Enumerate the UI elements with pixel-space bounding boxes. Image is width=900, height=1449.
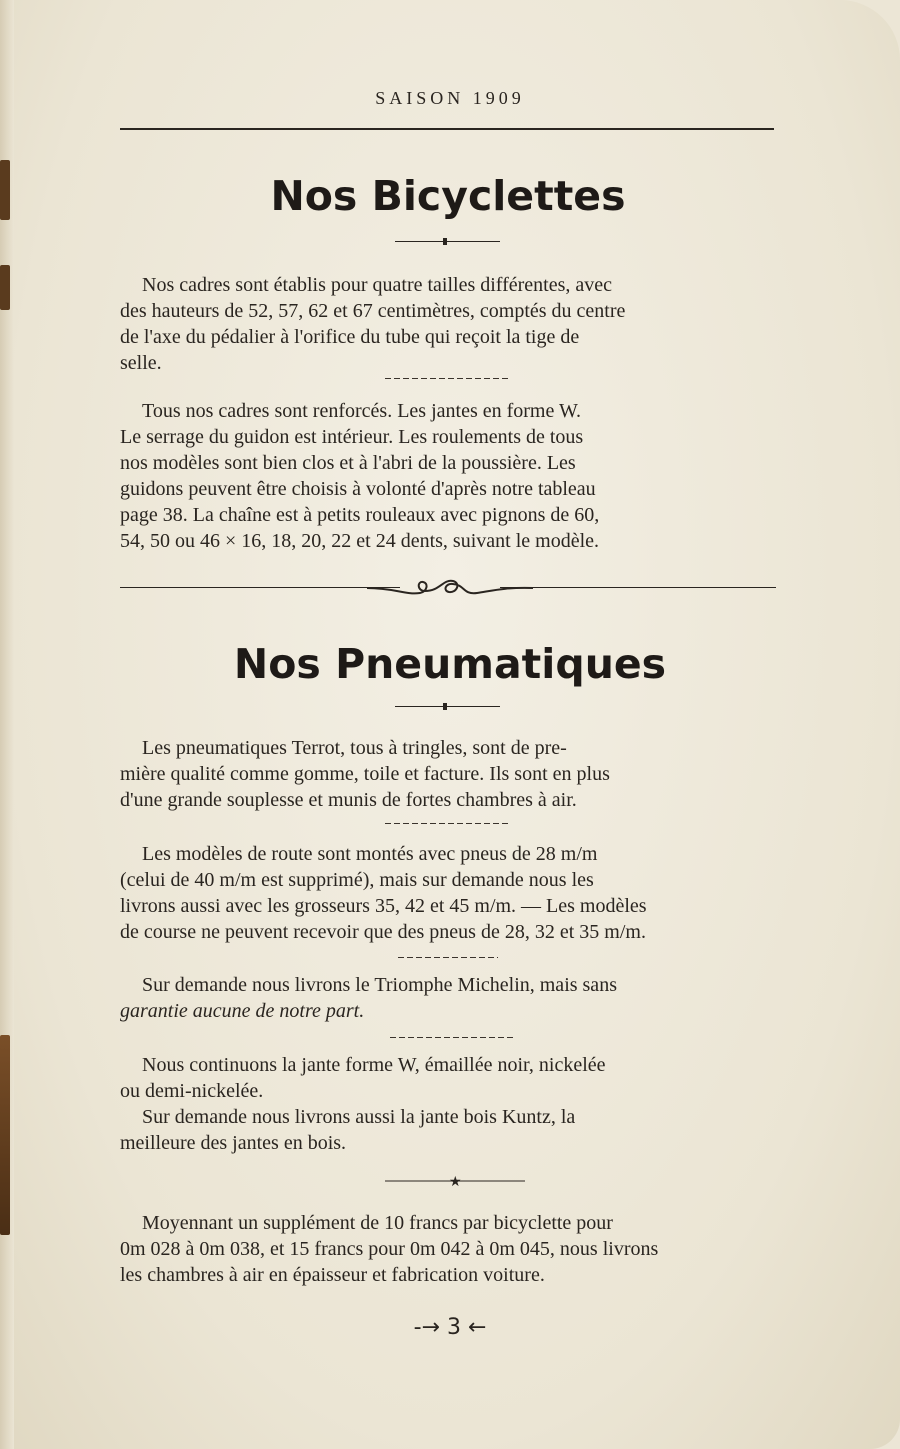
separator-dashes	[385, 378, 510, 379]
paragraph-jante-bois	[120, 1104, 776, 1156]
text-line: selle.	[120, 352, 162, 374]
separator-dashes	[390, 1037, 515, 1038]
text-line: Nous continuons la jante forme W, émaillée noir, nickelée	[142, 1054, 606, 1076]
paragraph-cadres	[120, 272, 776, 376]
text-line: Tous nos cadres sont renforcés. Les jantes en forme W.	[142, 400, 582, 422]
ornament-rule-left	[120, 587, 400, 588]
star-ornament-icon	[385, 1175, 525, 1187]
binding-staple	[0, 265, 10, 310]
separator-dashes	[385, 823, 510, 824]
section-title-bicyclettes: Nos Bicyclettes	[270, 172, 626, 220]
text-line: guidons peuvent être choisis à volonté d'après notre tableau	[120, 478, 596, 500]
ornament-rule-right	[500, 587, 776, 588]
text-line: garantie aucune de notre part.	[120, 1000, 365, 1022]
text-line: de course ne peuvent recevoir que des pneus de 28, 32 et 35 m/m.	[120, 921, 646, 943]
text-line: 54, 50 ou 46 × 16, 18, 20, 22 et 24 dents, suivant le modèle.	[120, 530, 600, 552]
text-line: Sur demande nous livrons le Triomphe Michelin, mais sans	[142, 974, 617, 996]
paragraph-jante-w	[120, 1052, 776, 1104]
text-line: Nos cadres sont établis pour quatre tailles différentes, avec	[142, 274, 613, 296]
title-underline	[395, 706, 500, 707]
text-line: Les modèles de route sont montés avec pneus de 28 m/m	[142, 843, 598, 865]
paragraph-supplement	[120, 1210, 776, 1288]
svg-text:★: ★	[449, 1175, 462, 1187]
title-underline	[395, 241, 500, 242]
running-header: SAISON 1909	[375, 88, 525, 108]
section-title-pneumatiques: Nos Pneumatiques	[233, 640, 667, 688]
paragraph-modeles-route	[120, 841, 776, 945]
text-line: Les pneumatiques Terrot, tous à tringles, sont de pre-	[142, 737, 567, 759]
paragraph-pneumatiques	[120, 735, 776, 813]
text-line: d'une grande souplesse et munis de fortes chambres à air.	[120, 789, 577, 811]
text-line: page 38. La chaîne est à petits rouleaux avec pignons de 60,	[120, 504, 600, 526]
text-line: Moyennant un supplément de 10 francs par bicyclette pour	[142, 1212, 613, 1234]
text-line: Sur demande nous livrons aussi la jante bois Kuntz, la	[142, 1106, 576, 1128]
text-line: les chambres à air en épaisseur et fabrication voiture.	[120, 1264, 545, 1286]
text-line: livrons aussi avec les grosseurs 35, 42 et 45 m/m. — Les modèles	[120, 895, 647, 917]
paragraph-renforces	[120, 398, 776, 554]
scroll-ornament-icon	[365, 575, 535, 601]
text-line: Le serrage du guidon est intérieur. Les roulements de tous	[120, 426, 584, 448]
text-line: 0m 028 à 0m 038, et 15 francs pour 0m 042 à 0m 045, nous livrons	[120, 1238, 659, 1260]
text-line: de l'axe du pédalier à l'orifice du tube qui reçoit la tige de	[120, 326, 580, 348]
text-line: mière qualité comme gomme, toile et facture. Ils sont en plus	[120, 763, 610, 785]
text-line: des hauteurs de 52, 57, 62 et 67 centimètres, comptés du centre	[120, 300, 626, 322]
page-number: -→ 3 ←	[413, 1315, 487, 1340]
text-line: (celui de 40 m/m est supprimé), mais sur demande nous les	[120, 869, 594, 891]
header-rule	[120, 128, 774, 130]
text-line: meilleure des jantes en bois.	[120, 1132, 347, 1154]
text-line: nos modèles sont bien clos et à l'abri de la poussière. Les	[120, 452, 576, 474]
binding-staple	[0, 1035, 10, 1235]
separator-dashes	[398, 957, 498, 958]
paragraph-michelin	[120, 972, 776, 1024]
text-line: ou demi-nickelée.	[120, 1080, 264, 1102]
